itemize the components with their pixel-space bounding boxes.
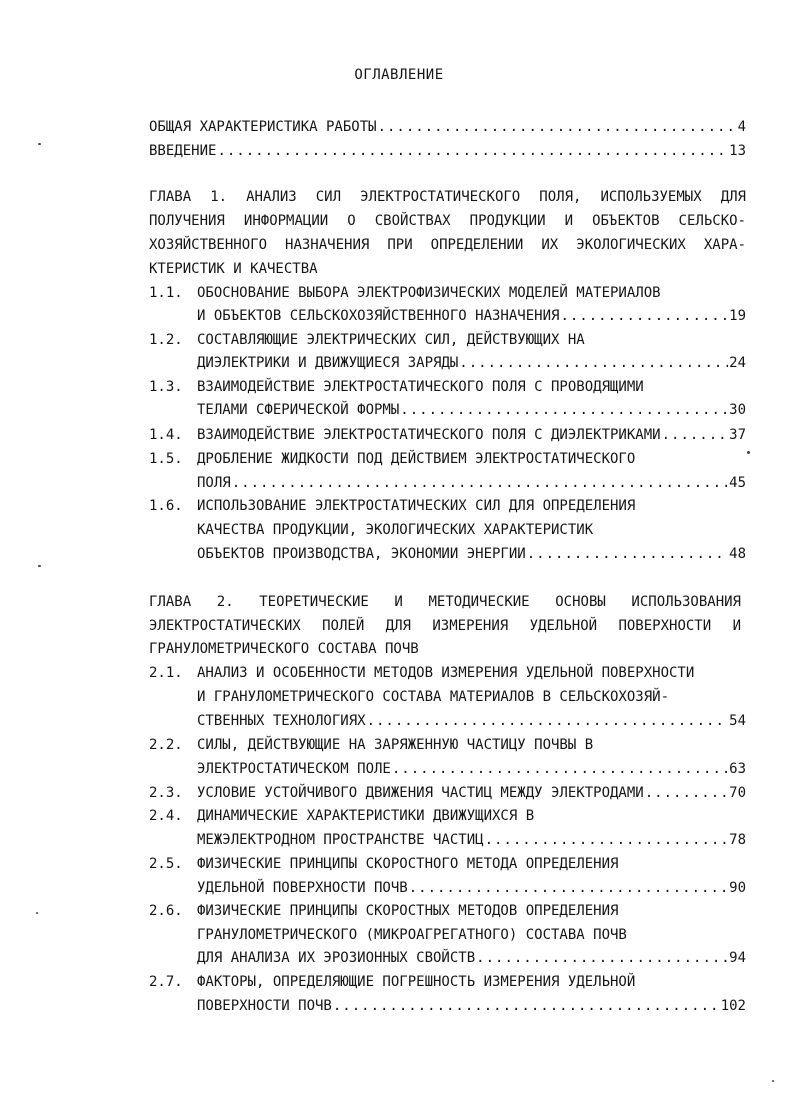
- section-title-line: СИЛЫ, ДЕЙСТВУЮЩИЕ НА ЗАРЯЖЕННУЮ ЧАСТИЦУ ПОЧВЫ В: [197, 737, 594, 753]
- leader-dots: [527, 543, 728, 565]
- section-title-line: ДИНАМИЧЕСКИЕ ХАРАКТЕРИСТИКИ ДВИЖУЩИХСЯ В: [197, 808, 535, 824]
- section-number: 2.2.: [149, 737, 183, 753]
- toc-entry-text: УДЕЛЬНОЙ ПОВЕРХНОСТИ ПОЧВ: [197, 880, 408, 896]
- toc-entry-text: ТЕЛАМИ СФЕРИЧЕСКОЙ ФОРМЫ: [197, 402, 400, 418]
- leader-dots: [400, 399, 728, 421]
- chapter-heading: ГЛАВА 2. ТЕОРЕТИЧЕСКИЕ И МЕТОДИЧЕСКИЕ ОСНОВЫ ИСПОЛЬЗОВАНИЯ: [149, 594, 741, 610]
- toc-entry-text: ОБЪЕКТОВ ПРОИЗВОДСТВА, ЭКОНОМИИ ЭНЕРГИИ: [197, 546, 526, 562]
- toc-entry[interactable]: [197, 710, 746, 732]
- section-number: 2.6.: [149, 903, 183, 919]
- toc-entry[interactable]: [197, 424, 746, 446]
- toc-entry-text: ПОВЕРХНОСТИ ПОЧВ: [197, 998, 332, 1014]
- toc-entry[interactable]: [197, 399, 746, 421]
- toc-entry-page: 19: [729, 308, 746, 324]
- scan-speck: [747, 451, 750, 454]
- section-number: 1.6.: [149, 498, 183, 514]
- toc-entry-text: СТВЕННЫХ ТЕХНОЛОГИЯХ: [197, 713, 366, 729]
- toc-entry-page: 78: [729, 832, 746, 848]
- toc-entry-text: ДИЭЛЕКТРИКИ И ДВИЖУЩИЕСЯ ЗАРЯДЫ: [197, 355, 459, 371]
- toc-entry[interactable]: [197, 877, 746, 899]
- section-number: 1.1.: [149, 285, 183, 301]
- section-number: 2.1.: [149, 665, 183, 681]
- toc-entry-text: ОБЩАЯ ХАРАКТЕРИСТИКА РАБОТЫ: [149, 119, 377, 135]
- toc-entry[interactable]: [197, 829, 746, 851]
- scan-speck: [38, 565, 41, 567]
- section-number: 1.3.: [149, 379, 183, 395]
- section-title-line: ФАКТОРЫ, ОПРЕДЕЛЯЮЩИЕ ПОГРЕШНОСТЬ ИЗМЕРЕНИЯ УДЕЛЬНОЙ: [197, 974, 636, 990]
- leader-dots: [476, 947, 728, 969]
- toc-entry[interactable]: [149, 116, 746, 138]
- toc-entry-page: 24: [729, 355, 746, 371]
- toc-entry[interactable]: [197, 995, 746, 1017]
- leader-dots: [333, 995, 720, 1017]
- scan-speck: [772, 1080, 774, 1082]
- toc-entry-page: 102: [720, 998, 746, 1014]
- scan-speck: [38, 143, 41, 145]
- toc-entry[interactable]: [197, 543, 746, 565]
- toc-entry-page: 4: [737, 119, 746, 135]
- toc-entry[interactable]: [149, 140, 746, 162]
- toc-entry-text: ВЗАИМОДЕЙСТВИЕ ЭЛЕКТРОСТАТИЧЕСКОГО ПОЛЯ С ДИЭЛЕКТРИКАМИ: [197, 427, 661, 443]
- toc-entry-text: УСЛОВИЕ УСТОЙЧИВОГО ДВИЖЕНИЯ ЧАСТИЦ МЕЖДУ ЭЛЕКТРОДАМИ: [197, 785, 644, 801]
- section-title-line: ВЗАИМОДЕЙСТВИЕ ЭЛЕКТРОСТАТИЧЕСКОГО ПОЛЯ С ПРОВОДЯЩИМИ: [197, 379, 644, 395]
- leader-dots: [232, 472, 728, 494]
- toc-entry-page: 90: [729, 880, 746, 896]
- toc-entry-page: 30: [729, 402, 746, 418]
- section-title-line: ДРОБЛЕНИЕ ЖИДКОСТИ ПОД ДЕЙСТВИЕМ ЭЛЕКТРОСТАТИЧЕСКОГО: [197, 451, 636, 467]
- leader-dots: [217, 140, 728, 162]
- leader-dots: [367, 710, 729, 732]
- leader-dots: [485, 829, 729, 851]
- toc-entry-page: 70: [729, 785, 746, 801]
- leader-dots: [662, 424, 729, 446]
- toc-entry-text: ВВЕДЕНИЕ: [149, 143, 217, 159]
- section-title-line: ФИЗИЧЕСКИЕ ПРИНЦИПЫ СКОРОСТНЫХ МЕТОДОВ ОПРЕДЕЛЕНИЯ: [197, 903, 619, 919]
- leader-dots: [392, 758, 728, 780]
- section-number: 1.2.: [149, 332, 183, 348]
- toc-entry-text: ДЛЯ АНАЛИЗА ИХ ЭРОЗИОННЫХ СВОЙСТВ: [197, 950, 476, 966]
- toc-entry-text: ПОЛЯ: [197, 475, 231, 491]
- leader-dots: [409, 877, 728, 899]
- section-title-line: ГРАНУЛОМЕТРИЧЕСКОГО (МИКРОАГРЕГАТНОГО) СОСТАВА ПОЧВ: [197, 927, 627, 943]
- toc-entry-page: 37: [729, 427, 746, 443]
- leader-dots: [459, 352, 728, 374]
- toc-entry-text: И ОБЪЕКТОВ СЕЛЬСКОХОЗЯЙСТВЕННОГО НАЗНАЧЕНИЯ: [197, 308, 560, 324]
- section-title-line: ОБОСНОВАНИЕ ВЫБОРА ЭЛЕКТРОФИЗИЧЕСКИХ МОДЕЛЕЙ МАТЕРИАЛОВ: [197, 285, 661, 301]
- leader-dots: [645, 782, 728, 804]
- section-number: 2.5.: [149, 856, 183, 872]
- chapter-heading: ПОЛУЧЕНИЯ ИНФОРМАЦИИ О СВОЙСТВАХ ПРОДУКЦИИ И ОБЪЕКТОВ СЕЛЬСКО-: [149, 213, 746, 229]
- toc-entry[interactable]: [197, 758, 746, 780]
- chapter-heading: ХОЗЯЙСТВЕННОГО НАЗНАЧЕНИЯ ПРИ ОПРЕДЕЛЕНИИ ИХ ЭКОЛОГИЧЕСКИХ ХАРА-: [149, 237, 746, 253]
- section-title-line: ИСПОЛЬЗОВАНИЕ ЭЛЕКТРОСТАТИЧЕСКИХ СИЛ ДЛЯ ОПРЕДЕЛЕНИЯ: [197, 498, 636, 514]
- chapter-heading: ГРАНУЛОМЕТРИЧЕСКОГО СОСТАВА ПОЧВ: [149, 641, 419, 657]
- toc-entry-page: 48: [729, 546, 746, 562]
- chapter-heading: ЭЛЕКТРОСТАТИЧЕСКИХ ПОЛЕЙ ДЛЯ ИЗМЕРЕНИЯ УДЕЛЬНОЙ ПОВЕРХНОСТИ И: [149, 618, 741, 634]
- toc-entry-page: 13: [729, 143, 746, 159]
- section-title-line: ФИЗИЧЕСКИЕ ПРИНЦИПЫ СКОРОСТНОГО МЕТОДА ОПРЕДЕЛЕНИЯ: [197, 856, 619, 872]
- toc-entry-page: 63: [729, 761, 746, 777]
- leader-dots: [378, 116, 737, 138]
- section-number: 1.4.: [149, 427, 183, 443]
- toc-entry-page: 45: [729, 475, 746, 491]
- section-number: 1.5.: [149, 451, 183, 467]
- scan-speck: [36, 912, 38, 914]
- section-title-line: АНАЛИЗ И ОСОБЕННОСТИ МЕТОДОВ ИЗМЕРЕНИЯ УДЕЛЬНОЙ ПОВЕРХНОСТИ: [197, 665, 695, 681]
- leader-dots: [560, 305, 728, 327]
- toc-entry[interactable]: [197, 782, 746, 804]
- toc-entry[interactable]: [197, 305, 746, 327]
- toc-entry-text: ЭЛЕКТРОСТАТИЧЕСКОМ ПОЛЕ: [197, 761, 391, 777]
- toc-entry-page: 94: [729, 950, 746, 966]
- section-title-line: И ГРАНУЛОМЕТРИЧЕСКОГО СОСТАВА МАТЕРИАЛОВ В СЕЛЬСКОХОЗЯЙ-: [197, 689, 670, 705]
- chapter-heading: КТЕРИСТИК И КАЧЕСТВА: [149, 261, 318, 277]
- section-number: 2.3.: [149, 785, 183, 801]
- page-title: ОГЛАВЛЕНИЕ: [354, 67, 444, 83]
- toc-entry[interactable]: [197, 352, 746, 374]
- toc-entry-text: МЕЖЭЛЕКТРОДНОМ ПРОСТРАНСТВЕ ЧАСТИЦ: [197, 832, 484, 848]
- section-title-line: КАЧЕСТВА ПРОДУКЦИИ, ЭКОЛОГИЧЕСКИХ ХАРАКТЕРИСТИК: [197, 522, 594, 538]
- section-title-line: СОСТАВЛЯЮЩИЕ ЭЛЕКТРИЧЕСКИХ СИЛ, ДЕЙСТВУЮЩИХ НА: [197, 332, 585, 348]
- toc-entry[interactable]: [197, 472, 746, 494]
- chapter-heading: ГЛАВА 1. АНАЛИЗ СИЛ ЭЛЕКТРОСТАТИЧЕСКОГО ПОЛЯ, ИСПОЛЬЗУЕМЫХ ДЛЯ: [149, 189, 746, 205]
- toc-entry-page: 54: [729, 713, 746, 729]
- toc-entry[interactable]: [197, 947, 746, 969]
- section-number: 2.7.: [149, 974, 183, 990]
- section-number: 2.4.: [149, 808, 183, 824]
